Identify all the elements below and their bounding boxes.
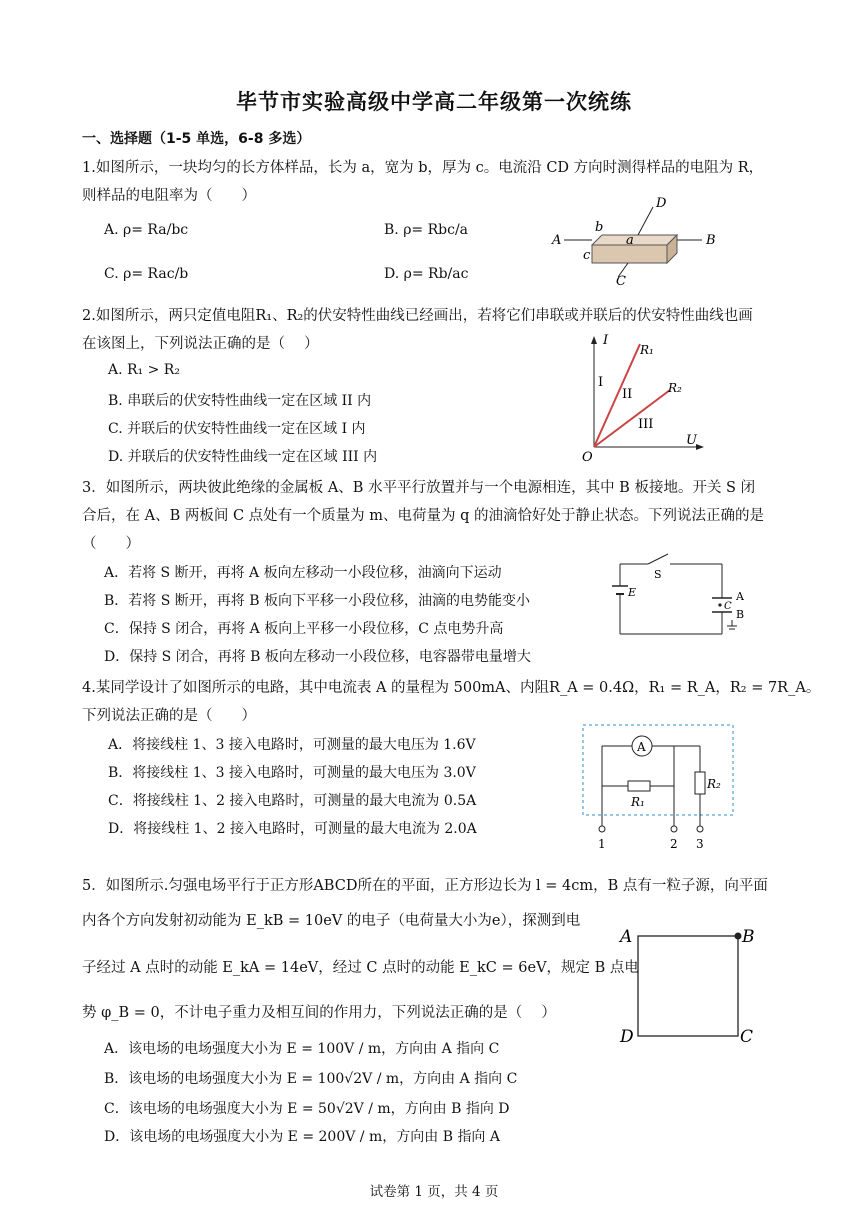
q2-label-R1: R₁ [640,343,654,357]
q1-option-b: B. ρ= Rbc/a [384,222,469,238]
q2-axis-U: U [686,433,697,448]
q3-label-A: A [736,590,744,603]
q3-label-B: B [736,608,745,621]
q4-label-R1: R₁ [631,795,645,809]
page-title: 毕节市实验高级中学高二年级第一次统练 [236,90,632,114]
q3-option-b: B．若将 S 断开，再将 B 板向下平移一小段位移，油滴的电势能变小 [104,593,530,609]
q1-option-a: A. ρ= Ra/bc [104,222,189,238]
q5-option-c: C．该电场的电场强度大小为 E = 50√2V / m，方向由 B 指向 D [104,1101,510,1117]
q2-origin: O [582,450,593,464]
q4-option-b: B．将接线柱 1、3 接入电路时，可测量的最大电压为 3.0V [108,765,476,781]
q2-option-d: D. 并联后的伏安特性曲线一定在区域 III 内 [108,449,378,465]
q5-square-figure [616,922,766,1048]
q5-stem-line1: 5．如图所示.匀强电场平行于正方形ABCD所在的平面，正方形边长为 l = 4cm，B 点有一粒子源，向平面 [82,878,768,894]
q2-region-II: II [622,387,633,402]
q5-label-D: D [620,1027,634,1047]
q1-option-d: D. ρ= Rb/ac [384,266,469,282]
q1-label-C: C [616,274,626,285]
q3-option-c: C．保持 S 闭合，再将 A 板向上平移一小段位移，C 点电势升高 [104,621,504,637]
q5-option-a: A．该电场的电场强度大小为 E = 100V / m，方向由 A 指向 C [104,1041,500,1057]
q2-region-I: I [598,375,604,390]
q4-stem-line2: 下列说法正确的是（ ） [82,708,256,724]
q2-option-b: B. 串联后的伏安特性曲线一定在区域 II 内 [108,393,372,409]
q2-region-III: III [638,417,654,432]
q3-label-S: S [654,568,662,581]
q3-label-C: C [724,601,732,612]
q3-option-a: A．若将 S 断开，再将 A 板向左移动一小段位移，油滴向下运动 [104,565,502,581]
q2-iv-graph [578,334,708,464]
q5-label-A: A [620,927,633,947]
q1-label-A: A [552,233,562,248]
q2-option-a: A. R₁ > R₂ [108,362,180,378]
q1-label-D: D [656,196,667,211]
q4-stem-line1: 4.某同学设计了如图所示的电路，其中电流表 A 的量程为 500mA、内阻R_A = 0.4Ω，R₁ = R_A，R₂ = 7R_A。 [82,680,821,696]
q3-label-E: E [628,586,637,599]
q3-capacitor-circuit [608,546,758,642]
q5-stem-line3: 子经过 A 点时的动能 E_kA = 14eV，经过 C 点时的动能 E_kC = 6eV，规定 B 点电 [82,960,639,976]
q1-stem-line1: 1.如图所示，一块均匀的长方体样品，长为 a，宽为 b，厚为 c。电流沿 CD 方向时测得样品的电阻为 R， [82,160,764,176]
q2-axis-I: I [603,334,609,348]
q4-ammeter-circuit [582,724,734,852]
q4-terminal-2: 2 [670,837,678,851]
q4-option-a: A．将接线柱 1、3 接入电路时，可测量的最大电压为 1.6V [108,737,476,753]
q4-terminal-1: 1 [598,837,606,851]
page-footer: 试卷第 1 页，共 4 页 [369,1184,499,1200]
q4-terminal-3: 3 [696,837,704,851]
q4-option-d: D．将接线柱 1、2 接入电路时，可测量的最大电流为 2.0A [108,821,477,837]
q3-option-d: D．保持 S 闭合，再将 B 板向左移动一小段位移，电容器带电量增大 [104,649,531,665]
q1-label-a: a [626,233,634,248]
q1-option-c: C. ρ= Rac/b [104,266,189,282]
q5-option-d: D．该电场的电场强度大小为 E = 200V / m，方向由 B 指向 A [104,1129,500,1145]
q3-stem-line3: （ ） [82,536,140,552]
q1-stem-line2: 则样品的电阻率为（ ） [82,188,256,204]
q2-stem-line1: 2.如图所示，两只定值电阻R₁、R₂的伏安特性曲线已经画出，若将它们串联或并联后的伏安特性曲线也画 [82,308,753,324]
q3-stem-line1: 3．如图所示，两块彼此绝缘的金属板 A、B 水平平行放置并与一个电源相连，其中 B 板接地。开关 S 闭 [82,480,756,496]
q1-label-b: b [595,220,604,235]
q5-label-B: B [742,927,755,947]
q4-option-c: C．将接线柱 1、2 接入电路时，可测量的最大电流为 0.5A [108,793,477,809]
q5-stem-line4: 势 φ_B = 0，不计电子重力及相互间的作用力，下列说法正确的是（ ） [82,1005,556,1021]
q4-ammeter-label: A [637,740,646,754]
q4-label-R2: R₂ [707,777,721,791]
q2-label-R2: R₂ [668,381,682,395]
q5-stem-line2: 内各个方向发射初动能为 E_kB = 10eV 的电子（电荷量大小为e），探测到电 [82,913,581,929]
q1-label-B: B [706,233,716,248]
section-heading: 一、选择题（1-5 单选，6-8 多选） [82,131,311,147]
q5-label-C: C [740,1027,754,1047]
q1-label-c: c [583,248,591,263]
q1-block-figure [550,195,750,285]
q5-option-b: B．该电场的电场强度大小为 E = 100√2V / m，方向由 A 指向 C [104,1071,518,1087]
q3-stem-line2: 合后，在 A、B 两板间 C 点处有一个质量为 m、电荷量为 q 的油滴恰好处于静止状态。下列说法正确的是 [82,508,765,524]
q2-option-c: C. 并联后的伏安特性曲线一定在区域 I 内 [108,421,366,437]
q2-stem-line2: 在该图上，下列说法正确的是（ ） [82,336,319,352]
